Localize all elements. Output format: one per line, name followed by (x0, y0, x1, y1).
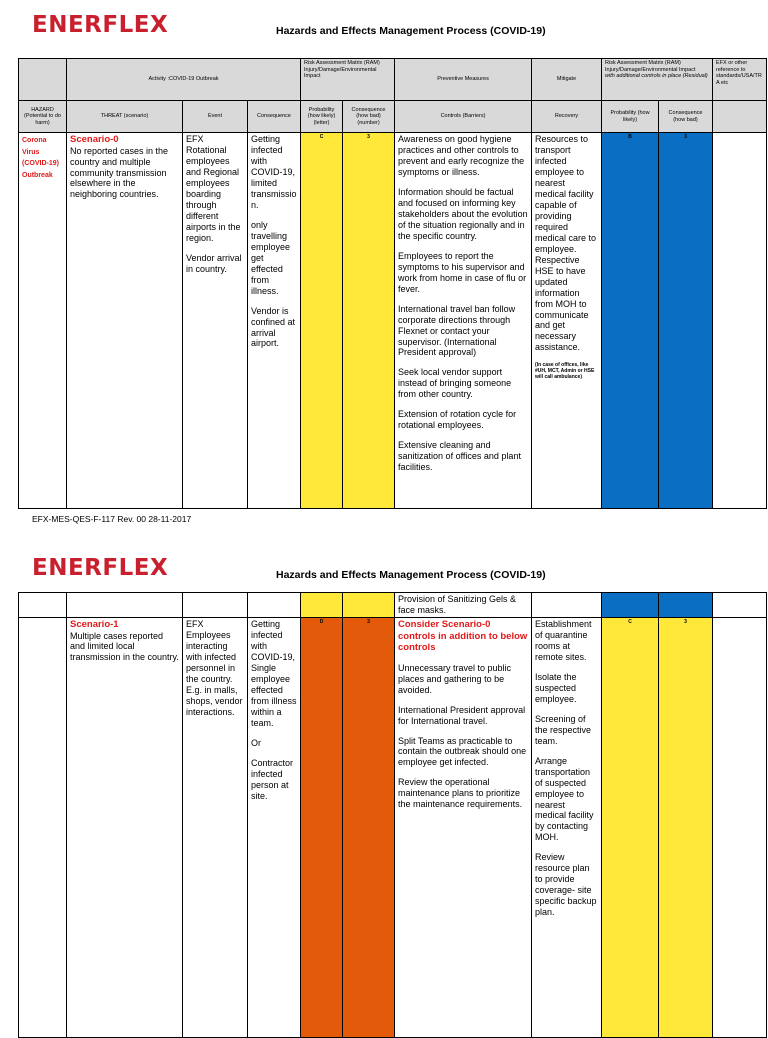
hazard-text: Corona Virus (COVID-19) Outbreak (22, 137, 59, 179)
consequence-residual-value: 3 (684, 618, 687, 625)
event-cell (183, 133, 248, 509)
probability-residual-value: B (628, 134, 632, 140)
probability-value: D (319, 618, 324, 625)
document-footer: EFX-MES-QES-F-117 Rev. 00 28-11-2017 (32, 514, 192, 524)
scenario-text: Multiple cases reported and limited local transmission in the country. (70, 630, 179, 663)
event-text: Vendor arrival in country. (186, 252, 242, 274)
enerflex-logo: ENERFLEX (32, 555, 169, 581)
consequence-residual-value: 3 (684, 134, 687, 140)
page-2 (0, 545, 768, 1024)
cont-threat-cell (67, 593, 183, 618)
header-efx-reference: EFX or other reference to standards/USA/TRA etc (713, 59, 767, 101)
control-item: Employees to report the symptoms to his supervisor and work from home in case of flu or fever. (398, 250, 527, 294)
header-probability: Probability (how likely) (letter) (301, 101, 343, 133)
hazard-table-continued (18, 592, 767, 1038)
enerflex-logo: ENERFLEX (32, 12, 169, 38)
control-item: Split Teams as practicable to contain the outbreak should one employee get infected. (398, 735, 527, 768)
consequence-text: Or (251, 737, 261, 748)
header-preventive: Preventive Measures (395, 59, 532, 101)
header-controls: Controls (Barriers) (395, 101, 532, 133)
controls-cell (395, 617, 532, 1037)
recovery-cell (532, 617, 602, 1037)
control-item: International President approval for International travel. (398, 704, 526, 726)
recovery-text: Establishment of quarantine rooms at remote sites. (535, 618, 592, 662)
document-title: Hazards and Effects Management Process (COVID-19) (276, 25, 546, 37)
header-consequence: Consequence (248, 101, 301, 133)
header-consequence-residual: Consequence (how bad) (659, 101, 713, 133)
controls-cell (395, 133, 532, 509)
consequence-text: Getting infected with COVID-19, limited transmission. (251, 134, 297, 210)
cont-controls-cell (395, 593, 532, 618)
header-consequence-number: Consequence (how bad) (number) (343, 101, 395, 133)
header-ram: Risk Assessment Matrix (RAM) Injury/Damage/Environmental Impact (301, 59, 395, 101)
cont-recovery-cell (532, 593, 602, 618)
cont-consequence-number-cell (343, 593, 395, 618)
consequence-text: only travelling employee get effected from illness. (251, 219, 291, 296)
controls-heading: Consider Scenario-0 controls in addition to below controls (398, 618, 528, 654)
recovery-cell (532, 133, 602, 509)
event-cell (183, 617, 248, 1037)
threat-cell (67, 617, 183, 1037)
hazard-table (18, 58, 767, 509)
cont-event-cell (183, 593, 248, 618)
consequence-residual-cell (659, 133, 713, 509)
recovery-text: Resources to transport infected employee to nearest medical facility capable of providing required medical care to employee. Respective HSE to have updated information from MOH to communicate and get necessary assistance. (535, 134, 597, 353)
consequence-value: 3 (367, 618, 370, 625)
header-probability-residual: Probability (how likely) (602, 101, 659, 133)
consequence-value: 3 (367, 134, 370, 140)
header-hazard: HAZARD (Potential to do harm) (19, 101, 67, 133)
recovery-note: (In case of offices, like #UH, MCT, Admin or HSE will call ambulance) (535, 362, 595, 381)
probability-cell (301, 133, 343, 509)
scenario-text: No reported cases in the country and multiple community transmission elsewhere in the neighboring countries. (70, 145, 169, 200)
cont-hazard-cell (19, 593, 67, 618)
control-item: International travel ban follow corporate directions through Flexnet or contact your supervisor. (International President approval) (398, 303, 516, 358)
control-item: Extensive cleaning and sanitization of offices and plant facilities. (398, 440, 521, 473)
probability-residual-cell (602, 133, 659, 509)
event-text: EFX Employees interacting with infected personnel in the country. E.g. in malls, shops, vendor interactions. (186, 618, 243, 717)
control-item: Awareness on good hygiene practices and other controls to prevent and early recognize the symptoms or illness. (398, 134, 525, 177)
cont-probability-cell (301, 593, 343, 618)
efx-reference-cell (713, 617, 767, 1037)
control-item: Information should be factual and focused on informing key stakeholders about the evolution of the situation regionally and in the specific country. (398, 186, 528, 241)
hazard-cell (19, 617, 67, 1037)
cont-probability-residual-cell (602, 593, 659, 618)
consequence-cell (248, 617, 301, 1037)
recovery-text: Isolate the suspected employee. (535, 671, 577, 704)
hazard-cell (19, 133, 67, 509)
header-blank (19, 59, 67, 101)
threat-cell (67, 133, 183, 509)
header-recovery: Recovery (532, 101, 602, 133)
control-item: Extension of rotation cycle for rotational employees. (398, 409, 517, 431)
consequence-number-cell (343, 617, 395, 1037)
consequence-text: Getting infected with COVID-19, Single employee effected from illness within a team. (251, 618, 297, 728)
consequence-number-cell (343, 133, 395, 509)
consequence-cell (248, 133, 301, 509)
recovery-text: Screening of the respective team. (535, 713, 592, 746)
header-blank-2 (713, 101, 767, 133)
header-threat: THREAT (scenario) (67, 101, 183, 133)
control-item: Provision of Sanitizing Gels & face masks. (398, 594, 517, 615)
header-ram-residual (602, 59, 713, 101)
probability-residual-cell (602, 617, 659, 1037)
recovery-text: Arrange transportation of suspected employee to nearest medical facility by contacting MOH. (535, 755, 594, 843)
header-ram-residual-title: Risk Assessment Matrix (RAM) Injury/Damage/Environmental Impact (605, 60, 696, 73)
consequence-text: Contractor infected person at site. (251, 757, 294, 801)
probability-value: C (319, 134, 324, 140)
consequence-residual-cell (659, 617, 713, 1037)
control-item: Unnecessary travel to public places and gathering to be avoided. (398, 662, 512, 695)
cont-efx-reference-cell (713, 593, 767, 618)
control-item: Seek local vendor support instead of bringing someone from other country. (398, 367, 512, 400)
cont-consequence-residual-cell (659, 593, 713, 618)
scenario-label: Scenario-1 (70, 618, 119, 630)
header-ram-residual-note: with additional controls in place (Residual) (605, 73, 708, 80)
cont-consequence-cell (248, 593, 301, 618)
efx-reference-cell (713, 133, 767, 509)
header-activity: Activity :COVID-19 Outbreak (67, 59, 301, 101)
header-event: Event (183, 101, 248, 133)
control-item: Review the operational maintenance plans to prioritize the maintenance requirements. (398, 777, 523, 810)
scenario-label: Scenario-0 (70, 134, 119, 145)
probability-cell (301, 617, 343, 1037)
event-text: EFX Rotational employees and Regional employees boarding through different airports in the region. (186, 134, 241, 243)
consequence-text: Vendor is confined at arrival airport. (251, 305, 296, 349)
probability-residual-value: C (628, 618, 632, 625)
document-title: Hazards and Effects Management Process (COVID-19) (276, 569, 546, 581)
header-mitigate: Mitigate (532, 59, 602, 101)
recovery-text: Review resource plan to provide coverage- site specific backup plan. (535, 852, 597, 918)
